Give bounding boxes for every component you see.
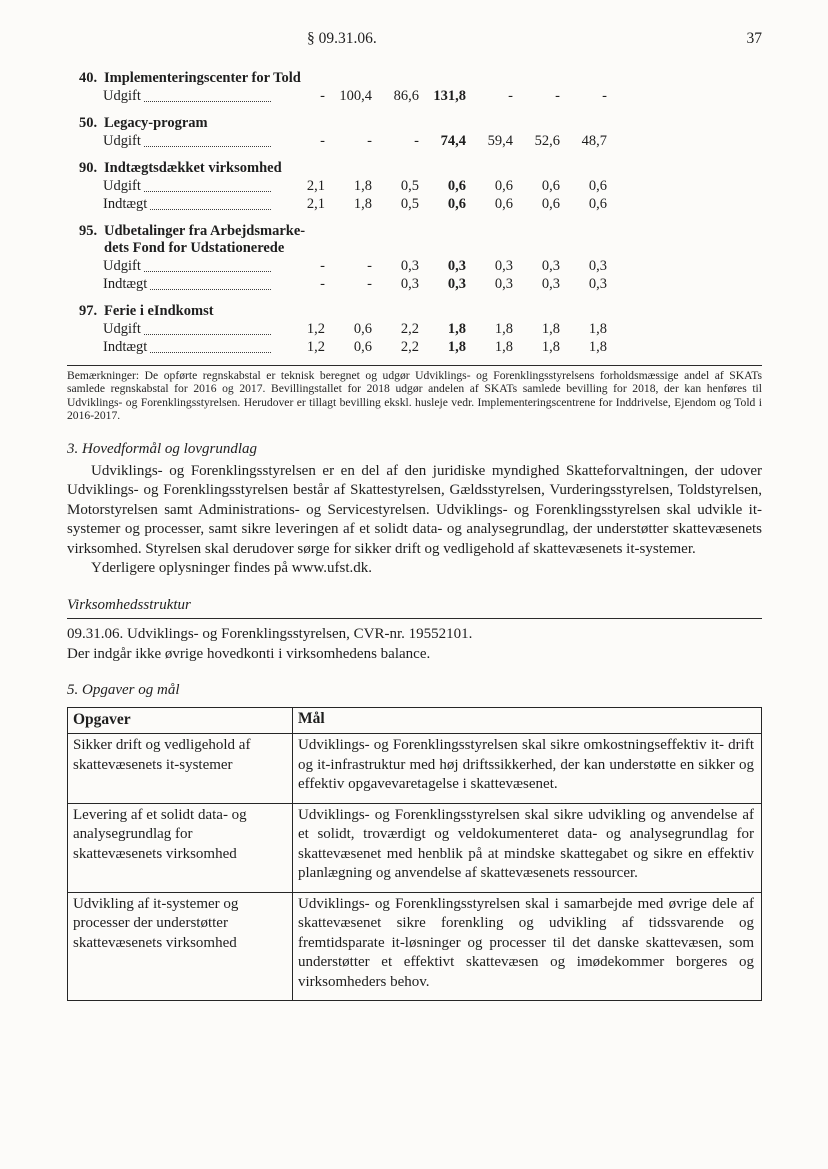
opgaver-maal-row <box>68 734 762 804</box>
budget-row <box>103 258 607 275</box>
budget-value: - <box>367 133 372 149</box>
budget-value: 2,1 <box>306 196 325 212</box>
budget-table <box>67 70 762 356</box>
opgave-cell: Sikker drift og vedligehold af skattevæsenets it-systemer <box>68 734 293 804</box>
section-heading-virksomhedsstruktur: Virksomhedsstruktur <box>67 596 191 613</box>
budget-group-title-text: Indtægtsdækket virksomhed <box>104 160 282 176</box>
dotted-leader <box>141 258 278 275</box>
budget-row-label: Udgift <box>103 258 141 274</box>
dotted-leader <box>147 276 278 293</box>
budget-value: - <box>320 88 325 104</box>
budget-value: 1,8 <box>353 178 372 194</box>
budget-value: 1,8 <box>588 321 607 337</box>
budget-group-title-text: Implementeringscenter for Told <box>104 70 301 86</box>
budget-value: 0,3 <box>588 276 607 292</box>
budget-group <box>67 115 762 150</box>
budget-row <box>103 178 607 195</box>
budget-value: - <box>602 88 607 104</box>
budget-value: 0,3 <box>447 258 466 274</box>
budget-row <box>103 321 607 338</box>
budget-value: 2,2 <box>400 321 419 337</box>
dotted-leader <box>141 178 278 195</box>
budget-row <box>103 196 607 213</box>
header-cell-opgaver: Opgaver <box>68 707 293 734</box>
page-number: 37 <box>746 30 762 47</box>
dotted-leader <box>141 133 278 150</box>
budget-group-title-text-2: dets Fond for Udstationerede <box>104 240 285 256</box>
budget-value: 100,4 <box>339 88 372 104</box>
budget-value: 1,8 <box>447 339 466 355</box>
budget-group <box>67 160 762 213</box>
budget-value: 52,6 <box>534 133 560 149</box>
budget-value: - <box>367 258 372 274</box>
budget-value: 1,8 <box>494 339 513 355</box>
budget-group-title <box>79 223 762 257</box>
budget-value: 0,6 <box>588 178 607 194</box>
divider <box>67 618 762 619</box>
table-note: Bemærkninger: De opførte regnskabstal er teknisk beregnet og udgør Udviklings- og Forenklingsstyrelsens forholdsmæssige andel af SKATs samlede regnskabstal for 2016 og 2017. Bevillingstallet for 2018 udgør andelen af SKATs samlede bevilling for 2018, der kan henføres til Udviklings- og Forenklingsstyrelsen. Herudover er tillagt bevilling ekskl. husleje vedr. Implementeringscentrene for Inddrivelse, Ejendom og Told i 2016-2017. <box>67 365 762 423</box>
budget-value: 1,8 <box>541 339 560 355</box>
dotted-leader <box>147 339 278 356</box>
budget-row-label: Indtægt <box>103 276 148 292</box>
budget-value: 1,8 <box>447 321 466 337</box>
budget-group-title-text: Ferie i eIndkomst <box>104 303 214 319</box>
budget-value: 0,3 <box>400 258 419 274</box>
budget-group-title <box>79 70 762 87</box>
budget-group <box>67 303 762 356</box>
budget-row-label: Indtægt <box>103 339 148 355</box>
dotted-leader <box>147 196 278 213</box>
budget-group-title <box>79 160 762 177</box>
budget-value: 59,4 <box>487 133 513 149</box>
virksomhedsstruktur-line1: 09.31.06. Udviklings- og Forenklingsstyrelsen, CVR-nr. 19552101. <box>67 625 473 642</box>
budget-value: 1,8 <box>353 196 372 212</box>
budget-value: - <box>508 88 513 104</box>
budget-value: - <box>320 133 325 149</box>
budget-group-title-text: Legacy-program <box>104 115 208 131</box>
budget-value: 86,6 <box>393 88 419 104</box>
budget-value: 0,6 <box>541 178 560 194</box>
budget-value: 0,6 <box>494 196 513 212</box>
budget-value: 0,6 <box>588 196 607 212</box>
budget-value: 131,8 <box>433 88 466 104</box>
budget-value: 1,8 <box>541 321 560 337</box>
budget-row-label: Udgift <box>103 133 141 149</box>
budget-value: - <box>414 133 419 149</box>
budget-group-number: 97. <box>79 303 98 319</box>
maal-cell: Udviklings- og Forenklingsstyrelsen skal sikre udvikling og anvendelse af et solidt, troværdigt og veldokumenteret data- og analysegrundlag for skattevæsenet med henblik på at mindske skattegabet og sikre en effektiv planlægning og anvendelse af skattevæsenets ressourcer. <box>293 803 762 892</box>
budget-value: - <box>555 88 560 104</box>
budget-row-label: Udgift <box>103 88 141 104</box>
budget-value: - <box>320 276 325 292</box>
budget-value: 0,6 <box>353 321 372 337</box>
budget-value: 0,6 <box>447 178 466 194</box>
budget-group-number: 95. <box>79 223 98 239</box>
budget-value: 1,8 <box>588 339 607 355</box>
opgaver-maal-table <box>67 707 762 1002</box>
budget-value: - <box>367 276 372 292</box>
budget-group <box>67 70 762 105</box>
budget-group <box>67 223 762 293</box>
budget-value: 2,2 <box>400 339 419 355</box>
budget-group-title <box>79 303 762 320</box>
budget-value: 0,3 <box>541 258 560 274</box>
section-number: § 09.31.06. <box>307 30 377 47</box>
budget-group-number: 40. <box>79 70 98 86</box>
opgave-cell: Udvikling af it-systemer og processer der understøtter skattevæsenets virksomhed <box>68 892 293 1001</box>
budget-value: 74,4 <box>440 133 466 149</box>
budget-value: 2,1 <box>306 178 325 194</box>
budget-value: 0,3 <box>494 276 513 292</box>
paragraph-yderligere: Yderligere oplysninger findes på www.ufst.dk. <box>91 560 373 577</box>
maal-cell: Udviklings- og Forenklingsstyrelsen skal sikre omkostningseffektiv it- drift og it-infrastruktur med høj driftssikkerhed, der kan understøtte en sikker og effektiv opgavevaretagelse i skattevæsenet. <box>293 734 762 804</box>
budget-value: 0,5 <box>400 196 419 212</box>
budget-value: 48,7 <box>581 133 607 149</box>
dotted-leader <box>141 88 278 105</box>
section-heading-opgaver-maal: 5. Opgaver og mål <box>67 681 180 698</box>
budget-value: - <box>320 258 325 274</box>
budget-value: 1,2 <box>306 339 325 355</box>
dotted-leader <box>141 321 278 338</box>
opgaver-maal-header-row <box>68 707 762 734</box>
budget-value: 0,3 <box>541 276 560 292</box>
opgave-cell: Levering af et solidt data- og analysegrundlag for skattevæsenets virksomhed <box>68 803 293 892</box>
budget-value: 0,6 <box>353 339 372 355</box>
page-header <box>67 30 762 50</box>
budget-value: 1,8 <box>494 321 513 337</box>
opgaver-maal-row <box>68 803 762 892</box>
budget-row <box>103 133 607 150</box>
paragraph-hovedformaal: Udviklings- og Forenklingsstyrelsen er en del af den juridiske myndighed Skatteforvaltningen, der udover Udviklings- og Forenklingsstyrelsen består af Skattestyrelsen, Gældsstyrelsen, Vurderingsstyrelsen, Toldstyrelsen, Motorstyrelsen samt Administrations- og Servicestyrelsen. Udviklings- og Forenklingsstyrelsen skal udvikle it-systemer og processer, samt sikre leveringen af et solidt data- og analysegrundlag, der understøtter skattevæsenets virksomhed. Styrelsen skal derudover sørge for sikker drift og vedligehold af skattevæsenets it-systemer. <box>67 462 762 557</box>
budget-value: 0,6 <box>541 196 560 212</box>
budget-row <box>103 88 607 105</box>
budget-value: 0,6 <box>447 196 466 212</box>
budget-value: 0,3 <box>588 258 607 274</box>
budget-row-label: Udgift <box>103 321 141 337</box>
budget-value: 0,3 <box>494 258 513 274</box>
budget-row-label: Indtægt <box>103 196 148 212</box>
budget-group-number: 50. <box>79 115 98 131</box>
budget-row-label: Udgift <box>103 178 141 194</box>
budget-value: 0,3 <box>447 276 466 292</box>
budget-value: 0,5 <box>400 178 419 194</box>
budget-row <box>103 339 607 356</box>
maal-cell: Udviklings- og Forenklingsstyrelsen skal i samarbejde med øvrige dele af skattevæsenet sikre forenkling og udvikling af tidssvarende og fremtidsparate it-løsninger og processer til det danske skattevæsen, som understøtter et effektivt skattevæsen og imødekommer borgeres og virksomheders behov. <box>293 892 762 1001</box>
budget-value: 0,6 <box>494 178 513 194</box>
budget-value: 1,2 <box>306 321 325 337</box>
budget-value: 0,3 <box>400 276 419 292</box>
budget-group-title-text: Udbetalinger fra Arbejdsmarke- <box>104 223 306 239</box>
section-heading-hovedformaal: 3. Hovedformål og lovgrundlag <box>67 440 257 457</box>
budget-group-number: 90. <box>79 160 98 176</box>
opgaver-maal-row <box>68 892 762 1001</box>
budget-row <box>103 276 607 293</box>
budget-group-title <box>79 115 762 132</box>
virksomhedsstruktur-line2: Der indgår ikke øvrige hovedkonti i virksomhedens balance. <box>67 645 431 662</box>
header-cell-maal: Mål <box>293 707 762 734</box>
